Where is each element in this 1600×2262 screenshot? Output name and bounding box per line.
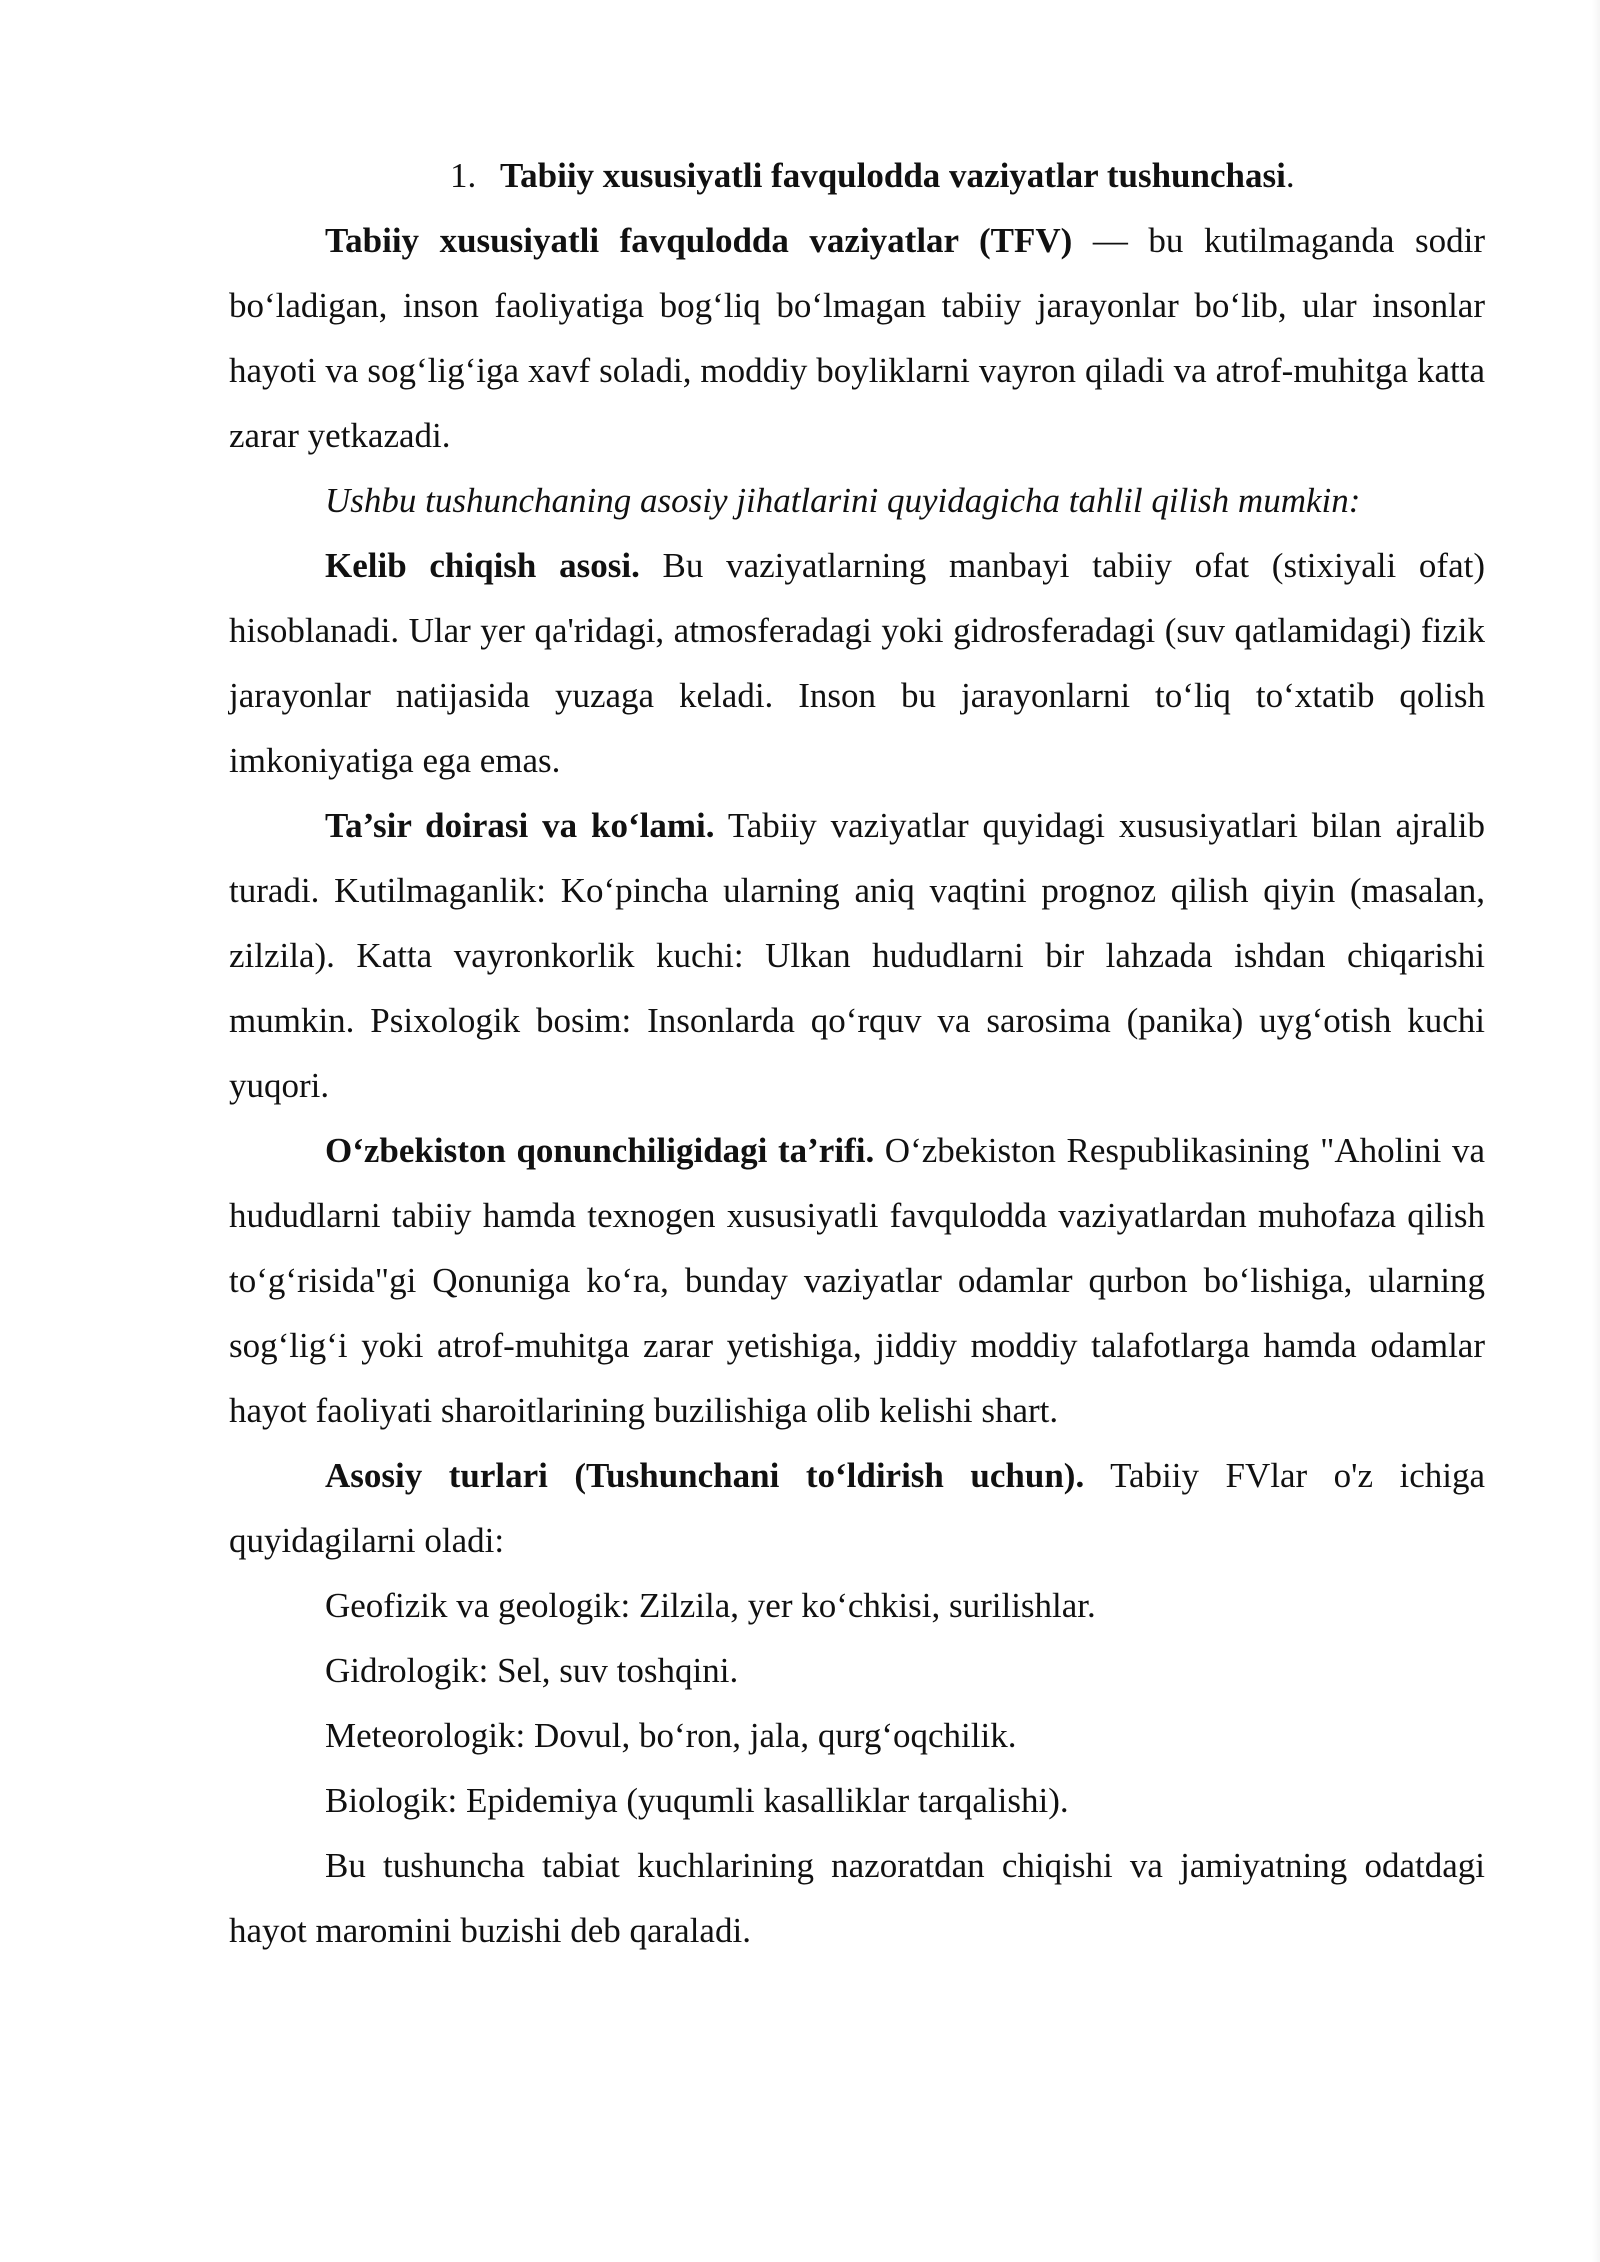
definition-text: — bu kutilmaganda sodir bo‘ladigan, inson faoliyatiga bog‘liq bo‘lmagan tabiiy jarayonlar bo‘lib, ular insonlar hayoti va sog‘lig‘iga xavf soladi, moddiy boyliklarni vayron qiladi va atrof-muhitga katta zarar yetkazadi. — [229, 221, 1485, 455]
impact-lead: Ta’sir doirasi va ko‘lami. — [325, 806, 715, 845]
type-item-meteorological: Meteorologik: Dovul, bo‘ron, jala, qurg‘oqchilik. — [325, 1716, 1017, 1755]
origin-paragraph — [229, 533, 1485, 793]
origin-lead: Kelib chiqish asosi. — [325, 546, 640, 585]
heading-title: Tabiiy xususiyatli favqulodda vaziyatlar tushunchasi — [500, 156, 1286, 195]
heading-period: . — [1285, 156, 1295, 195]
impact-text: Tabiiy vaziyatlar quyidagi xususiyatlari bilan ajralib turadi. Kutilmaganlik: Ko‘pincha ularning aniq vaqtini prognoz qilish qiyin (masalan, zilzila). Katta vayronkorlik kuchi: Ulkan hududlarni bir lahzada ishdan chiqarishi mumkin. Psixologik bosim: Insonlarda qo‘rquv va sarosima (panika) uyg‘otish kuchi yuqori. — [229, 806, 1485, 1105]
intro-italic-paragraph: Ushbu tushunchaning asosiy jihatlarini quyidagicha tahlil qilish mumkin: — [325, 481, 1361, 520]
definition-term: Tabiiy xususiyatli favqulodda vaziyatlar (TFV) — [325, 221, 1073, 260]
types-text: Tabiiy FVlar o'z ichiga quyidagilarni oladi: — [229, 1456, 1485, 1560]
heading-number: 1. — [450, 156, 477, 195]
type-item-biological: Biologik: Epidemiya (yuqumli kasalliklar tarqalishi). — [325, 1781, 1069, 1820]
type-item-hydrological: Gidrologik: Sel, suv toshqini. — [325, 1651, 739, 1690]
origin-text: Bu vaziyatlarning manbayi tabiiy ofat (stixiyali ofat) hisoblanadi. Ular yer qa'ridagi, atmosferadagi yoki gidrosferadagi (suv qatlamidagi) fizik jarayonlar natijasida yuzaga keladi. Inson bu jarayonlarni to‘liq to‘xtatib qolish imkoniyatiga ega emas. — [229, 546, 1485, 780]
types-paragraph — [229, 1443, 1485, 1573]
impact-paragraph — [229, 793, 1485, 1118]
type-item-geophysical: Geofizik va geologik: Zilzila, yer ko‘chkisi, surilishlar. — [325, 1586, 1096, 1625]
document-body — [229, 143, 1485, 1963]
types-lead: Asosiy turlari (Tushunchani to‘ldirish uchun). — [325, 1456, 1085, 1495]
legislation-lead: O‘zbekiston qonunchiligidagi ta’rifi. — [325, 1131, 875, 1170]
section-heading — [229, 143, 1485, 208]
legislation-paragraph — [229, 1118, 1485, 1443]
conclusion-paragraph: Bu tushuncha tabiat kuchlarining nazoratdan chiqishi va jamiyatning odatdagi hayot maromini buzishi deb qaraladi. — [229, 1846, 1485, 1950]
definition-paragraph — [229, 208, 1485, 468]
page-edge-shadow — [1592, 0, 1600, 2262]
legislation-text: O‘zbekiston Respublikasining "Aholini va hududlarni tabiiy hamda texnogen xususiyatli favqulodda vaziyatlardan muhofaza qilish to‘g‘risida"gi Qonuniga ko‘ra, bunday vaziyatlar odamlar qurbon bo‘lishiga, ularning sog‘lig‘i yoki atrof-muhitga zarar yetishiga, jiddiy moddiy talafotlarga hamda odamlar hayot faoliyati sharoitlarining buzilishiga olib kelishi shart. — [229, 1131, 1485, 1430]
